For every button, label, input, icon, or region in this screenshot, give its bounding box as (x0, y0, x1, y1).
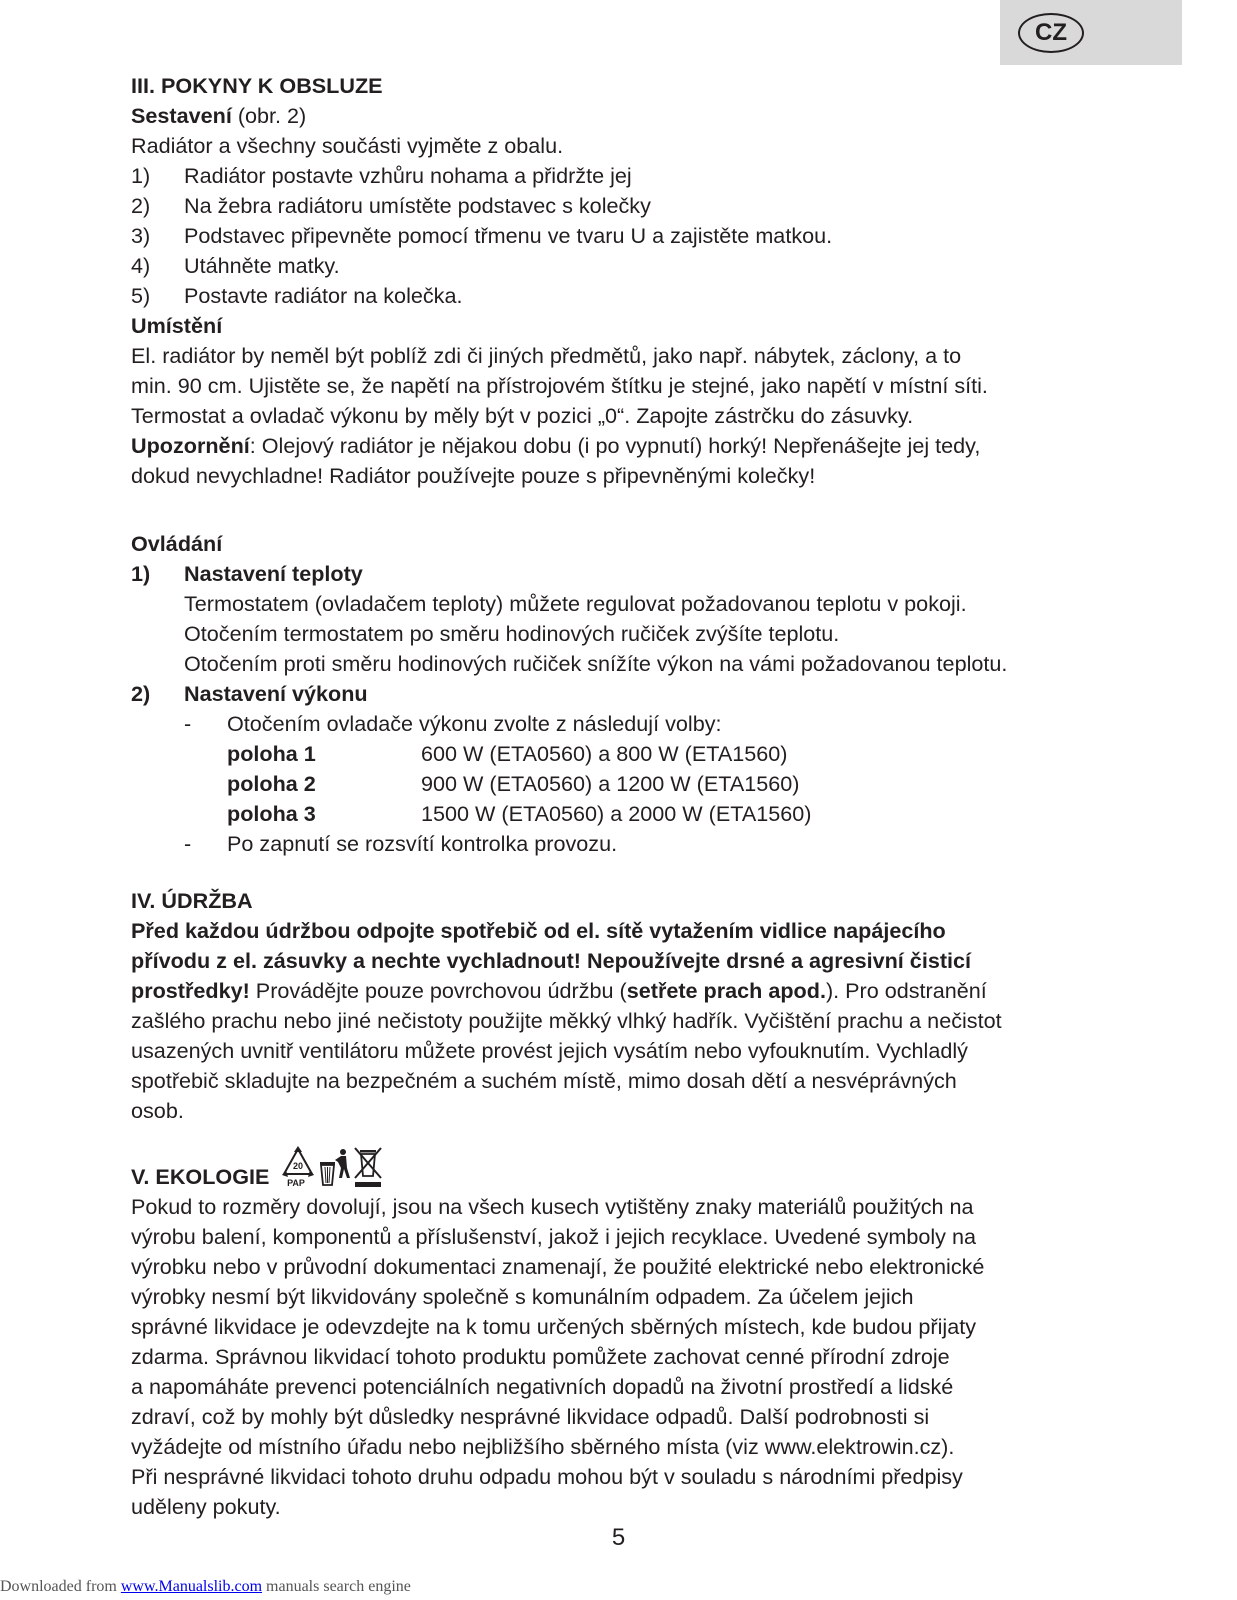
assembly-step (131, 221, 1121, 251)
ecology-text-line: zdarma. Správnou likvidací tohoto produktu pomůžete zachovat cenné přírodní zdroje (131, 1344, 950, 1369)
ecology-symbols (281, 1146, 383, 1188)
spacer (131, 1126, 1121, 1146)
temperature-setting-title (131, 559, 1121, 589)
step-number: 4) (131, 253, 151, 278)
ecology-text-line: Pokud to rozměry dovolují, jsou na všech kusech vytištěny znaky materiálů použitých na (131, 1194, 974, 1219)
ecology-text-line: správné likvidace je odevzdejte na k tomu určených sběrných místech, kde budou přijaty (131, 1314, 977, 1339)
item-title: Nastavení výkonu (184, 681, 368, 706)
section-heading-operation: III. POKYNY K OBSLUZE (131, 73, 383, 98)
recycling-pap-icon (281, 1146, 315, 1188)
spacer (131, 859, 1121, 886)
maintenance-text-segment: ). Pro odstranění (825, 978, 987, 1003)
ecology-text-line: Při nesprávné likvidaci tohoto druhu odpadu mohou být v souladu s národními předpisy (131, 1464, 963, 1489)
recycling-number: 20 (293, 1161, 304, 1171)
step-text: Podstavec připevněte pomocí třmenu ve tvaru U a zajistěte matkou. (184, 223, 833, 248)
maintenance-text-segment: Provádějte pouze povrchovou údržbu ( (249, 978, 627, 1003)
power-bullet (131, 709, 1121, 739)
maintenance-bold-segment: setřete prach apod. (626, 978, 826, 1003)
tidy-man-bin-icon (317, 1146, 351, 1188)
bullet-text: Otočením ovladače výkonu zvolte z následují volby: (227, 711, 722, 736)
spacer (131, 491, 1121, 529)
temperature-text-line: Termostatem (ovladačem teploty) můžete regulovat požadovanou teplotu v pokoji. (184, 591, 967, 616)
power-position-row (131, 799, 1121, 829)
power-setting-title (131, 679, 1121, 709)
ecology-text-line: a napomáháte prevenci potenciálních negativních dopadů na životní prostředí a lidské (131, 1374, 954, 1399)
position-value: 600 W (ETA0560) a 800 W (ETA1560) (421, 741, 788, 766)
download-footer (0, 1578, 411, 1596)
language-tab (1000, 0, 1182, 65)
control-title: Ovládání (131, 531, 223, 556)
position-value: 900 W (ETA0560) a 1200 W (ETA1560) (421, 771, 800, 796)
step-number: 5) (131, 283, 151, 308)
assembly-intro: Radiátor a všechny součásti vyjměte z obalu. (131, 133, 564, 158)
assembly-title: Sestavení (131, 103, 232, 128)
placement-text-line: El. radiátor by neměl být poblíž zdi či jiných předmětů, jako např. nábytek, záclony, a to (131, 343, 962, 368)
item-title: Nastavení teploty (184, 561, 363, 586)
maintenance-text-line: spotřebič skladujte na bezpečném a suchém místě, mimo dosah dětí a nesvéprávných (131, 1068, 957, 1093)
ecology-text-line: výrobky nesmí být likvidovány společně s komunálním odpadem. Za účelem jejich (131, 1284, 914, 1309)
ecology-text-line: uděleny pokuty. (131, 1494, 281, 1519)
dash-bullet: - (184, 711, 192, 736)
power-position-row (131, 769, 1121, 799)
item-number: 2) (131, 681, 151, 706)
maintenance-mixed-line (131, 976, 1121, 1006)
recycling-code: PAP (287, 1178, 306, 1188)
footer-prefix: Downloaded from (0, 1578, 121, 1595)
power-bullet (131, 829, 1121, 859)
assembly-step (131, 251, 1121, 281)
language-badge: CZ (1018, 13, 1084, 53)
assembly-step (131, 191, 1121, 221)
placement-title: Umístění (131, 313, 223, 338)
warning-line: dokud nevychladne! Radiátor používejte pouze s připevněnými kolečky! (131, 463, 816, 488)
assembly-step (131, 281, 1121, 311)
maintenance-bold-segment: prostředky! (131, 978, 250, 1003)
dash-bullet: - (184, 831, 192, 856)
maintenance-warning-line: přívodu z el. zásuvky a nechte vychladnout! Nepoužívejte drsné a agresivní čisticí (131, 948, 972, 973)
step-number: 2) (131, 193, 151, 218)
manual-page-content (131, 71, 1121, 1522)
page-number: 5 (611, 1524, 626, 1551)
assembly-title-line (131, 101, 1121, 131)
maintenance-text-line: usazených uvnitř ventilátoru můžete provést jejich vysátím nebo vyfouknutím. Vychladlý (131, 1038, 968, 1063)
position-label: poloha 1 (227, 741, 316, 766)
bullet-text: Po zapnutí se rozsvítí kontrolka provozu. (227, 831, 618, 856)
maintenance-text-line: osob. (131, 1098, 184, 1123)
ecology-heading-line (131, 1146, 1121, 1192)
ecology-text-line: vyžádejte od místního úřadu nebo nejbližšího sběrného místa (viz www.elektrowin.cz). (131, 1434, 955, 1459)
position-label: poloha 2 (227, 771, 316, 796)
temperature-text-line: Otočením termostatem po směru hodinových ručiček zvýšíte teplotu. (184, 621, 840, 646)
power-position-row (131, 739, 1121, 769)
step-number: 3) (131, 223, 151, 248)
ecology-text-line: výrobku nebo v průvodní dokumentaci znamenají, že použité elektrické nebo elektronické (131, 1254, 985, 1279)
temperature-text-line: Otočením proti směru hodinových ručiček snížíte výkon na vámi požadovanou teplotu. (184, 651, 1008, 676)
step-number: 1) (131, 163, 151, 188)
step-text: Postavte radiátor na kolečka. (184, 283, 463, 308)
placement-text-line: Termostat a ovladač výkonu by měly být v pozici „0“. Zapojte zástrčku do zásuvky. (131, 403, 914, 428)
warning-text: : Olejový radiátor je nějakou dobu (i po vypnutí) horký! Nepřenášejte jej tedy, (249, 433, 981, 458)
step-text: Utáhněte matky. (184, 253, 340, 278)
assembly-figure-ref: (obr. 2) (231, 103, 307, 128)
footer-suffix: manuals search engine (262, 1578, 411, 1595)
item-number: 1) (131, 561, 151, 586)
position-label: poloha 3 (227, 801, 316, 826)
position-value: 1500 W (ETA0560) a 2000 W (ETA1560) (421, 801, 812, 826)
manualslib-link[interactable]: www.Manualslib.com (120, 1578, 263, 1595)
warning-label: Upozornění (131, 433, 250, 458)
maintenance-text-line: zašlého prachu nebo jiné nečistoty použijte měkký vlhký hadřík. Vyčištění prachu a nečistot (131, 1008, 1002, 1033)
ecology-text-line: výrobu balení, komponentů a příslušenství, jakož i jejich recyklace. Uvedené symboly na (131, 1224, 976, 1249)
maintenance-warning-line: Před každou údržbou odpojte spotřebič od el. sítě vytažením vidlice napájecího (131, 918, 946, 943)
ecology-text-line: zdraví, což by mohly být důsledky nesprávné likvidace odpadů. Další podrobnosti si (131, 1404, 930, 1429)
step-text: Radiátor postavte vzhůru nohama a přidržte jej (184, 163, 632, 188)
step-text: Na žebra radiátoru umístěte podstavec s kolečky (184, 193, 651, 218)
section-heading-maintenance: IV. ÚDRŽBA (131, 888, 253, 913)
section-heading-ecology: V. EKOLOGIE (131, 1164, 270, 1189)
crossed-out-bin-icon (353, 1146, 383, 1188)
assembly-step (131, 161, 1121, 191)
warning-line (131, 431, 1121, 461)
placement-text-line: min. 90 cm. Ujistěte se, že napětí na přístrojovém štítku je stejné, jako napětí v místní síti. (131, 373, 988, 398)
